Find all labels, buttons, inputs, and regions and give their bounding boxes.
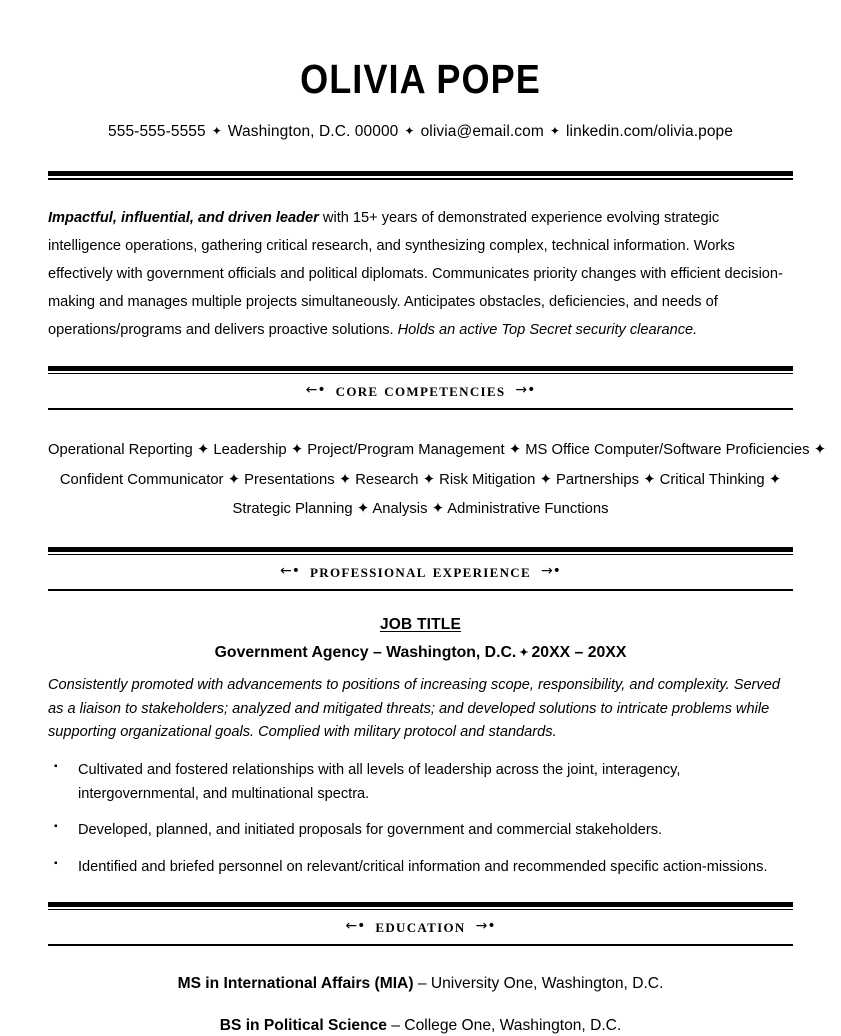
job-bullet-list bbox=[48, 759, 793, 880]
job-description: Consistently promoted with advancements to positions of increasing scope, responsibility, and complexity. Served as a liaison to stakeholders; analyzed and mitigated threats; and developed solutions to intricate problems while supporting organizational goals. Complied with military protocol and standards. bbox=[48, 677, 780, 741]
competency-row: Confident Communicator ✦ Presentations ✦ Research ✦ Risk Mitigation ✦ Partnerships ✦ Critical Thinking ✦ bbox=[59, 471, 782, 488]
contact-line bbox=[48, 122, 793, 142]
summary-lead: Impactful, influential, and driven leader bbox=[48, 209, 319, 226]
diamond-separator-icon: ✦ bbox=[519, 647, 529, 660]
arrow-right-icon: →• bbox=[515, 382, 536, 399]
divider-thin-rule bbox=[48, 178, 793, 180]
job-bullet-item bbox=[48, 819, 793, 843]
diamond-separator-icon: ✦ bbox=[549, 124, 561, 139]
candidate-name: OLIVIA POPE bbox=[300, 56, 541, 102]
education-entry bbox=[48, 1015, 793, 1036]
section-title-core-competencies bbox=[306, 381, 536, 402]
contact-location: Washington, D.C. 00000 bbox=[227, 123, 399, 141]
arrow-right-icon: →• bbox=[475, 918, 496, 935]
summary-body: with 15+ years of demonstrated experience evolving strategic intelligence operations, gathering critical research, and synthesizing complex, technical information. Works effectively with government officials and political diplomats. Communicates priority changes with efficient decision-making and manages multiple projects simultaneously. Anticipates obstacles, deficiencies, and needs of operations/programs and delivers proactive solutions. bbox=[48, 209, 783, 338]
education-degree: MS in International Affairs (MIA) bbox=[177, 974, 414, 992]
education-entry bbox=[48, 973, 793, 995]
section-title-bar bbox=[48, 374, 793, 408]
job-employer: Government Agency – Washington, D.C. bbox=[214, 644, 517, 662]
arrow-left-icon: ←• bbox=[280, 563, 301, 580]
competency-row: Strategic Planning ✦ Analysis ✦ Administrative Functions bbox=[232, 501, 609, 518]
diamond-separator-icon: ✦ bbox=[404, 124, 415, 139]
section-title-text: core competencies bbox=[335, 381, 506, 402]
job-bullet-text: Developed, planned, and initiated proposals for government and commercial stakeholders. bbox=[78, 822, 663, 839]
job-employer-line bbox=[48, 644, 793, 662]
job-bullet-text: Identified and briefed personnel on relevant/critical information and recommended specific action-missions. bbox=[78, 858, 768, 875]
section-title-bar bbox=[48, 555, 793, 589]
section-title-text: education bbox=[375, 917, 466, 938]
section-professional-experience bbox=[48, 547, 793, 591]
summary-clearance-note: Holds an active Top Secret security clearance. bbox=[397, 321, 698, 338]
job-dates: 20XX – 20XX bbox=[531, 644, 627, 662]
education-list bbox=[48, 973, 793, 1036]
square-bullet-icon: ▪ bbox=[54, 821, 58, 833]
section-title-bar bbox=[48, 910, 793, 944]
education-institution: – University One, Washington, D.C. bbox=[413, 974, 664, 992]
section-core-competencies bbox=[48, 366, 793, 410]
arrow-left-icon: ←• bbox=[305, 382, 326, 399]
education-institution: – College One, Washington, D.C. bbox=[386, 1016, 622, 1034]
job-title bbox=[48, 616, 793, 634]
arrow-left-icon: ←• bbox=[345, 918, 366, 935]
section-title-text: professional experience bbox=[310, 562, 531, 583]
contact-email: olivia@email.com bbox=[420, 123, 544, 141]
job-bullet-text: Cultivated and fostered relationships with all levels of leadership across the joint, interagency, intergovernmental, and multinational spectra. bbox=[78, 761, 681, 802]
contact-phone: 555-555-5555 bbox=[108, 123, 206, 141]
section-title-education bbox=[345, 917, 495, 938]
header-divider bbox=[48, 171, 793, 180]
job-bullet-item bbox=[48, 856, 793, 880]
section-underline-rule bbox=[48, 408, 793, 410]
competency-row: Operational Reporting ✦ Leadership ✦ Project/Program Management ✦ MS Office Computer/Software Proficiencies ✦ bbox=[48, 442, 826, 459]
education-degree: BS in Political Science bbox=[219, 1016, 387, 1034]
job-bullet-item bbox=[48, 759, 793, 806]
core-competencies-list bbox=[48, 436, 826, 525]
diamond-separator-icon: ✦ bbox=[211, 124, 222, 139]
professional-summary bbox=[48, 204, 793, 344]
experience-entry bbox=[48, 616, 793, 879]
square-bullet-icon: ▪ bbox=[54, 857, 58, 869]
section-underline-rule bbox=[48, 944, 793, 946]
section-title-professional-experience bbox=[280, 562, 561, 583]
job-title-text: JOB TITLE bbox=[379, 616, 462, 634]
contact-linkedin: linkedin.com/olivia.pope bbox=[566, 123, 733, 141]
resume-header bbox=[48, 0, 793, 142]
section-education bbox=[48, 902, 793, 946]
arrow-right-icon: →• bbox=[540, 563, 561, 580]
section-underline-rule bbox=[48, 589, 793, 591]
square-bullet-icon: ▪ bbox=[54, 760, 58, 772]
